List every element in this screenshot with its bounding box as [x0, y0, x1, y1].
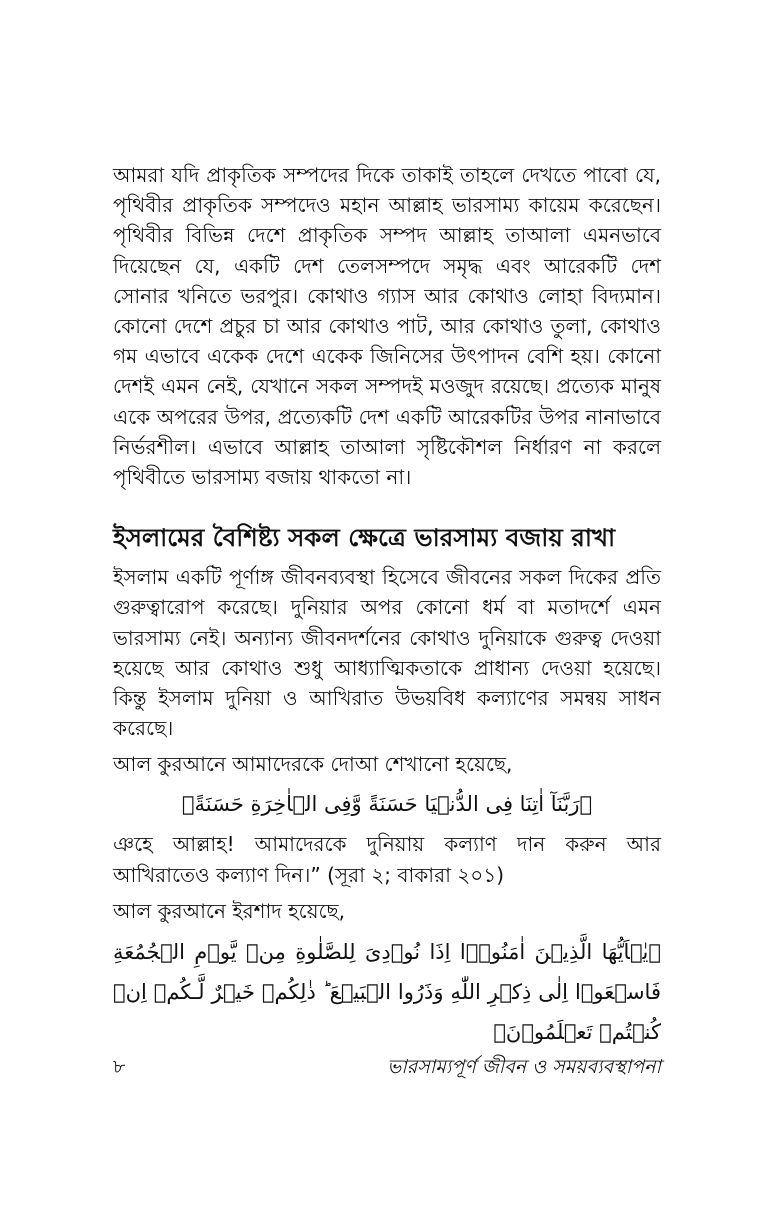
- page-body: [113, 160, 661, 1052]
- arabic-verse-jumuah: ﴿يٰۤاَيُّهَا الَّذِيۡنَ اٰمَنُوۡۤا اِذَا نُوۡدِىَ لِلصَّلٰوةِ مِنۡ يَّوۡمِ الۡجُمُعَةِ فَاسۡعَوۡا اِلٰى ذِكۡرِ اللّٰهِ وَذَرُوا الۡبَيۡعَ ؕ ذٰلِكُمۡ خَيۡرٌ لَّـكُمۡ اِنۡ كُنۡتُمۡ تَعۡلَمُوۡنَ﴾: [113, 939, 661, 1044]
- page-number: ৮: [113, 1056, 126, 1078]
- section-heading: ইসলামের বৈশিষ্ট্য সকল ক্ষেত্রে ভারসাম্য বজায় রাখা: [113, 523, 616, 553]
- arabic-verse-dua: ﴿رَبَّنَآ اٰتِنَا فِى الدُّنۡيَا حَسَنَةً وَّفِى الۡاٰخِرَةِ حَسَنَةً﴾: [181, 792, 593, 817]
- quran-intro-dua: আল কুরআনে আমাদেরকে দোআ শেখানো হয়েছে,: [113, 752, 513, 777]
- paragraph-islam-balance: ইসলাম একটি পূর্ণাঙ্গ জীবনব্যবস্থা হিসেবে জীবনের সকল দিকের প্রতি গুরুত্বারোপ করেছে। দুনিয়ার অপর কোনো ধর্ম বা মতাদর্শে এমন ভারসাম্য নেই। অন্যান্য জীবনদর্শনের কোথাও দুনিয়াকে গুরুত্ব দেওয়া হয়েছে আর কোথাও শুধু আধ্যাত্মিকতাকে প্রাধান্য দেওয়া হয়েছে। কিন্তু ইসলাম দুনিয়া ও আখিরাত উভয়বিধ কল্যাণের সমন্বয় সাধন করেছে।: [113, 565, 661, 741]
- page-footer: [113, 1052, 661, 1082]
- paragraph-natural-resources: আমরা যদি প্রাকৃতিক সম্পদের দিকে তাকাই তাহলে দেখতে পাবো যে, পৃথিবীর প্রাকৃতিক সম্পদেও মহান আল্লাহ ভারসাম্য কায়েম করেছেন। পৃথিবীর বিভিন্ন দেশে প্রাকৃতিক সম্পদ আল্লাহ তাআলা এমনভাবে দিয়েছেন যে, একটি দেশ তেলসম্পদে সমৃদ্ধ এবং আরেকটি দেশ সোনার খনিতে ভরপুর। কোথাও গ্যাস আর কোথাও লোহা বিদ্যমান। কোনো দেশে প্রচুর চা আর কোথাও পাট, আর কোথাও তুলা, কোথাও গম এভাবে একেক দেশে একেক জিনিসের উৎপাদন বেশি হয়। কোনো দেশই এমন নেই, যেখানে সকল সম্পদই মওজুদ রয়েছে। প্রত্যেক মানুষ একে অপরের উপর, প্রত্যেকটি দেশ একটি আরেকটির উপর নানাভাবে নির্ভরশীল। এভাবে আল্লাহ তাআলা সৃষ্টিকৌশল নির্ধারণ না করলে পৃথিবীতে ভারসাম্য বজায় থাকতো না।: [113, 163, 661, 490]
- running-title: ভারসাম্যপূর্ণ জীবন ও সময়ব্যবস্থাপনা: [387, 1056, 661, 1078]
- quran-intro-jumuah: আল কুরআনে ইরশাদ হয়েছে,: [113, 898, 345, 923]
- verse-translation: ঞহে আল্লাহ! আমাদেরকে দুনিয়ায় কল্যাণ দান করুন আর আখিরাতেও কল্যাণ দিন।” (সূরা ২; বাকারা ২০১): [113, 832, 661, 887]
